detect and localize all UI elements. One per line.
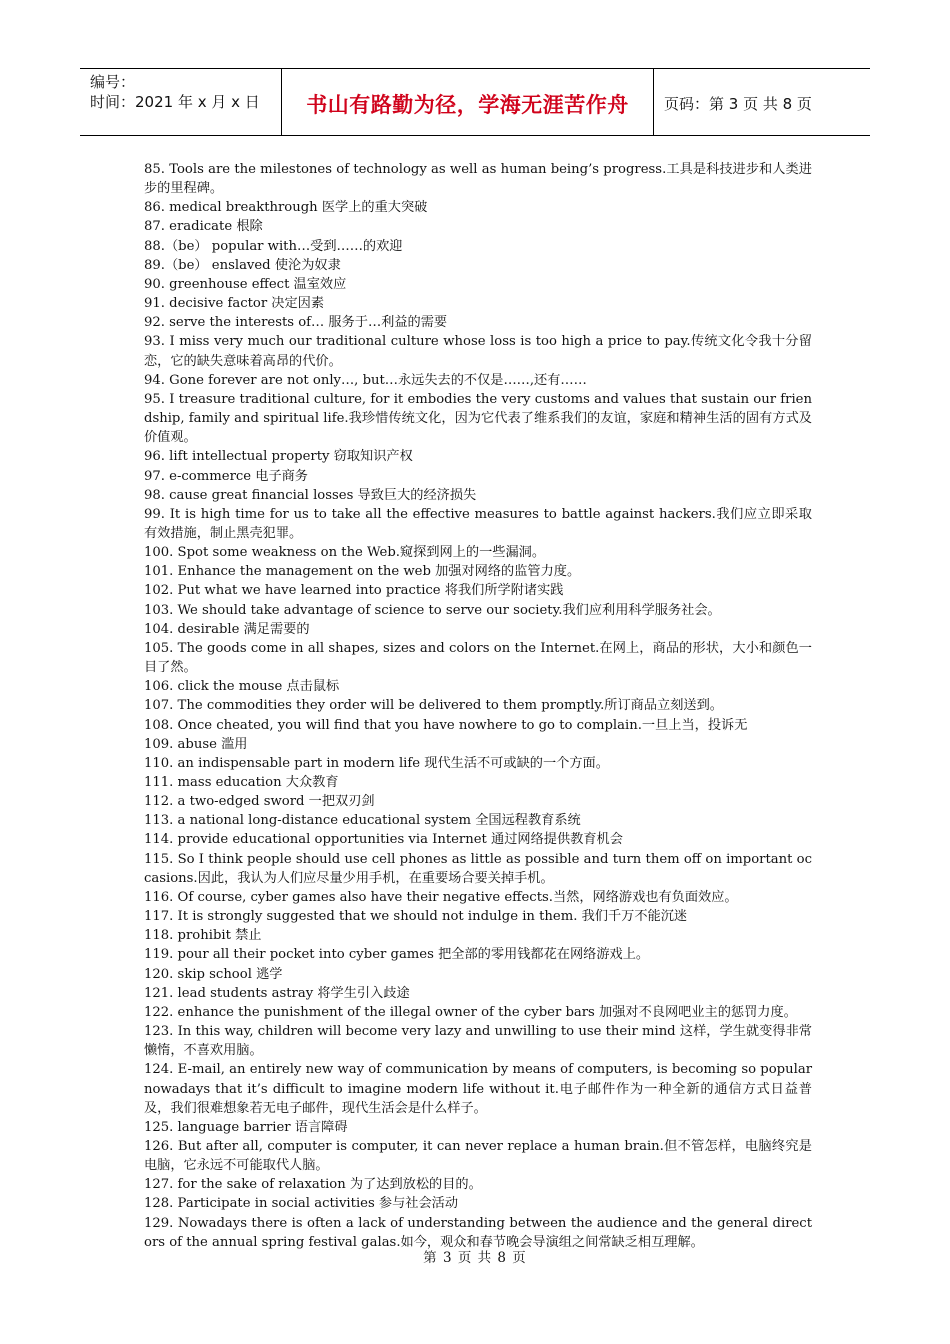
document-date: 时间：2021 年 x 月 x 日 (90, 93, 260, 111)
vocabulary-entry: 119. pour all their pocket into cyber games 把全部的零用钱都花在网络游戏上。 (144, 947, 650, 963)
vocabulary-entry: 114. provide educational opportunities via Internet 通过网络提供教育机会 (144, 832, 623, 848)
vocabulary-entry: 99. It is high time for us to take all the effective measures to battle against hackers.我们应立即采取有效措施，制止黑壳犯罪。 (144, 506, 812, 541)
vocabulary-entry: 85. Tools are the milestones of technology as well as human being’s progress.工具是科技进步和人类进步的里程碑。 (144, 162, 812, 197)
page-header (80, 68, 870, 136)
vocabulary-entry: 94. Gone forever are not only…, but…永远失去的不仅是……,还有…… (144, 372, 587, 388)
vocabulary-entry: 118. prohibit 禁止 (144, 928, 262, 944)
vocabulary-entry: 97. e-commerce 电子商务 (144, 468, 308, 484)
vocabulary-entry: 124. E-mail, an entirely new way of communication by means of computers, is becoming so popular nowadays that it’s difficult to imagine modern life without it.电子邮件作为一种全新的通信方式日益普及，我们很难想象若无电子邮件，现代生活会是什么样子。 (144, 1062, 812, 1116)
vocabulary-entry: 129. Nowadays there is often a lack of understanding between the audience and the general directors of the annual spring festival galas.如今，观众和春节晚会导演组之间常缺乏相互理解。 (144, 1215, 812, 1250)
header-motto: 书山有路勤为径，学海无涯苦作舟 (282, 69, 654, 135)
vocabulary-entry: 115. So I think people should use cell phones as little as possible and turn them off on important occasions.因此，我认为人们应尽量少用手机，在重要场合要关掉手机。 (144, 851, 812, 886)
vocabulary-entry: 126. But after all, computer is computer, it can never replace a human brain.但不管怎样，电脑终究是电脑，它永远不可能取代人脑。 (144, 1138, 812, 1174)
vocabulary-entry: 113. a national long-distance educational system 全国远程教育系统 (144, 813, 581, 829)
vocabulary-entry: 117. It is strongly suggested that we should not indulge in them. 我们千万不能沉迷 (144, 909, 688, 925)
vocabulary-list (144, 160, 812, 1252)
vocabulary-entry: 112. a two-edged sword 一把双刃剑 (144, 794, 375, 810)
vocabulary-entry: 128. Participate in social activities 参与社会活动 (144, 1196, 459, 1212)
vocabulary-entry: 87. eradicate 根除 (144, 219, 263, 235)
vocabulary-entry: 96. lift intellectual property 窃取知识产权 (144, 449, 413, 465)
vocabulary-entry: 110. an indispensable part in modern life 现代生活不可或缺的一个方面。 (144, 755, 609, 771)
vocabulary-entry: 102. Put what we have learned into practice 将我们所学附诸实践 (144, 583, 564, 599)
vocabulary-entry: 98. cause great financial losses 导致巨大的经济损失 (144, 487, 477, 503)
vocabulary-entry: 105. The goods come in all shapes, sizes and colors on the Internet.在网上，商品的形状，大小和颜色一目了然。 (144, 640, 812, 676)
vocabulary-entry: 89.（be） enslaved 使沦为奴隶 (144, 257, 341, 273)
vocabulary-entry: 95. I treasure traditional culture, for it embodies the very customs and values that sustain our friendship, family and spiritual life.我珍惜传统文化，因为它代表了维系我们的友谊，家庭和精神生活的固有方式及价值观。 (144, 391, 812, 446)
vocabulary-entry: 108. Once cheated, you will find that you have nowhere to go to complain.一旦上当，投诉无 (144, 717, 748, 733)
vocabulary-entry: 88.（be） popular with…受到……的欢迎 (144, 238, 403, 254)
vocabulary-entry: 109. abuse 滥用 (144, 736, 248, 752)
vocabulary-entry: 100. Spot some weakness on the Web.窥探到网上的一些漏洞。 (144, 545, 546, 561)
vocabulary-entry: 123. In this way, children will become very lazy and unwilling to use their mind 这样，学生就变得非常懒惰，不喜欢用脑。 (144, 1024, 812, 1059)
vocabulary-entry: 116. Of course, cyber games also have their negative effects.当然，网络游戏也有负面效应。 (144, 889, 738, 905)
header-page-info: 页码：第 3 页 共 8 页 (664, 94, 812, 113)
vocabulary-entry: 92. serve the interests of… 服务于…利益的需要 (144, 315, 448, 331)
vocabulary-entry: 127. for the sake of relaxation 为了达到放松的目的。 (144, 1177, 482, 1193)
vocabulary-entry: 125. language barrier 语言障碍 (144, 1119, 348, 1135)
document-number-label: 编号： (90, 73, 136, 91)
vocabulary-entry: 86. medical breakthrough 医学上的重大突破 (144, 200, 428, 216)
vocabulary-entry: 101. Enhance the management on the web 加强对网络的监管力度。 (144, 564, 581, 580)
vocabulary-entry: 121. lead students astray 将学生引入歧途 (144, 985, 410, 1001)
vocabulary-entry: 90. greenhouse effect 温室效应 (144, 276, 347, 292)
vocabulary-entry: 91. decisive factor 决定因素 (144, 296, 325, 312)
page-footer: 第 3 页 共 8 页 (423, 1250, 527, 1266)
vocabulary-entry: 107. The commodities they order will be delivered to them promptly.所订商品立刻送到。 (144, 698, 723, 714)
vocabulary-entry: 122. enhance the punishment of the illegal owner of the cyber bars 加强对不良网吧业主的惩罚力度。 (144, 1004, 797, 1020)
header-meta (80, 69, 282, 135)
vocabulary-entry: 103. We should take advantage of science to serve our society.我们应利用科学服务社会。 (144, 602, 721, 618)
vocabulary-entry: 120. skip school 逃学 (144, 966, 283, 982)
vocabulary-entry: 93. I miss very much our traditional culture whose loss is too high a price to pay.传统文化令我十分留恋，它的缺失意味着高昂的代价。 (144, 334, 812, 369)
vocabulary-entry: 111. mass education 大众教育 (144, 775, 339, 790)
vocabulary-entry: 106. click the mouse 点击鼠标 (144, 679, 340, 695)
vocabulary-entry: 104. desirable 满足需要的 (144, 621, 310, 637)
